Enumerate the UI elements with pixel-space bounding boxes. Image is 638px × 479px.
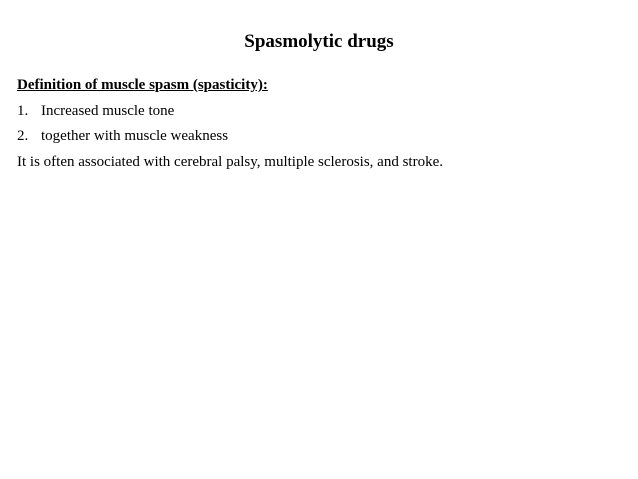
list-item (17, 99, 228, 124)
list-item-text: together with muscle weakness (41, 128, 229, 144)
list-item-number: 1. (17, 103, 29, 119)
list-item-number: 2. (17, 128, 29, 144)
definition-heading: Definition of muscle spasm (spasticity): (17, 77, 268, 93)
association-text: It is often associated with cerebral palsy, multiple sclerosis, and stroke. (17, 154, 443, 170)
slide-title: Spasmolytic drugs (244, 31, 394, 52)
list-item-text: Increased muscle tone (41, 103, 175, 119)
list-item (17, 124, 228, 149)
numbered-list (17, 99, 228, 149)
